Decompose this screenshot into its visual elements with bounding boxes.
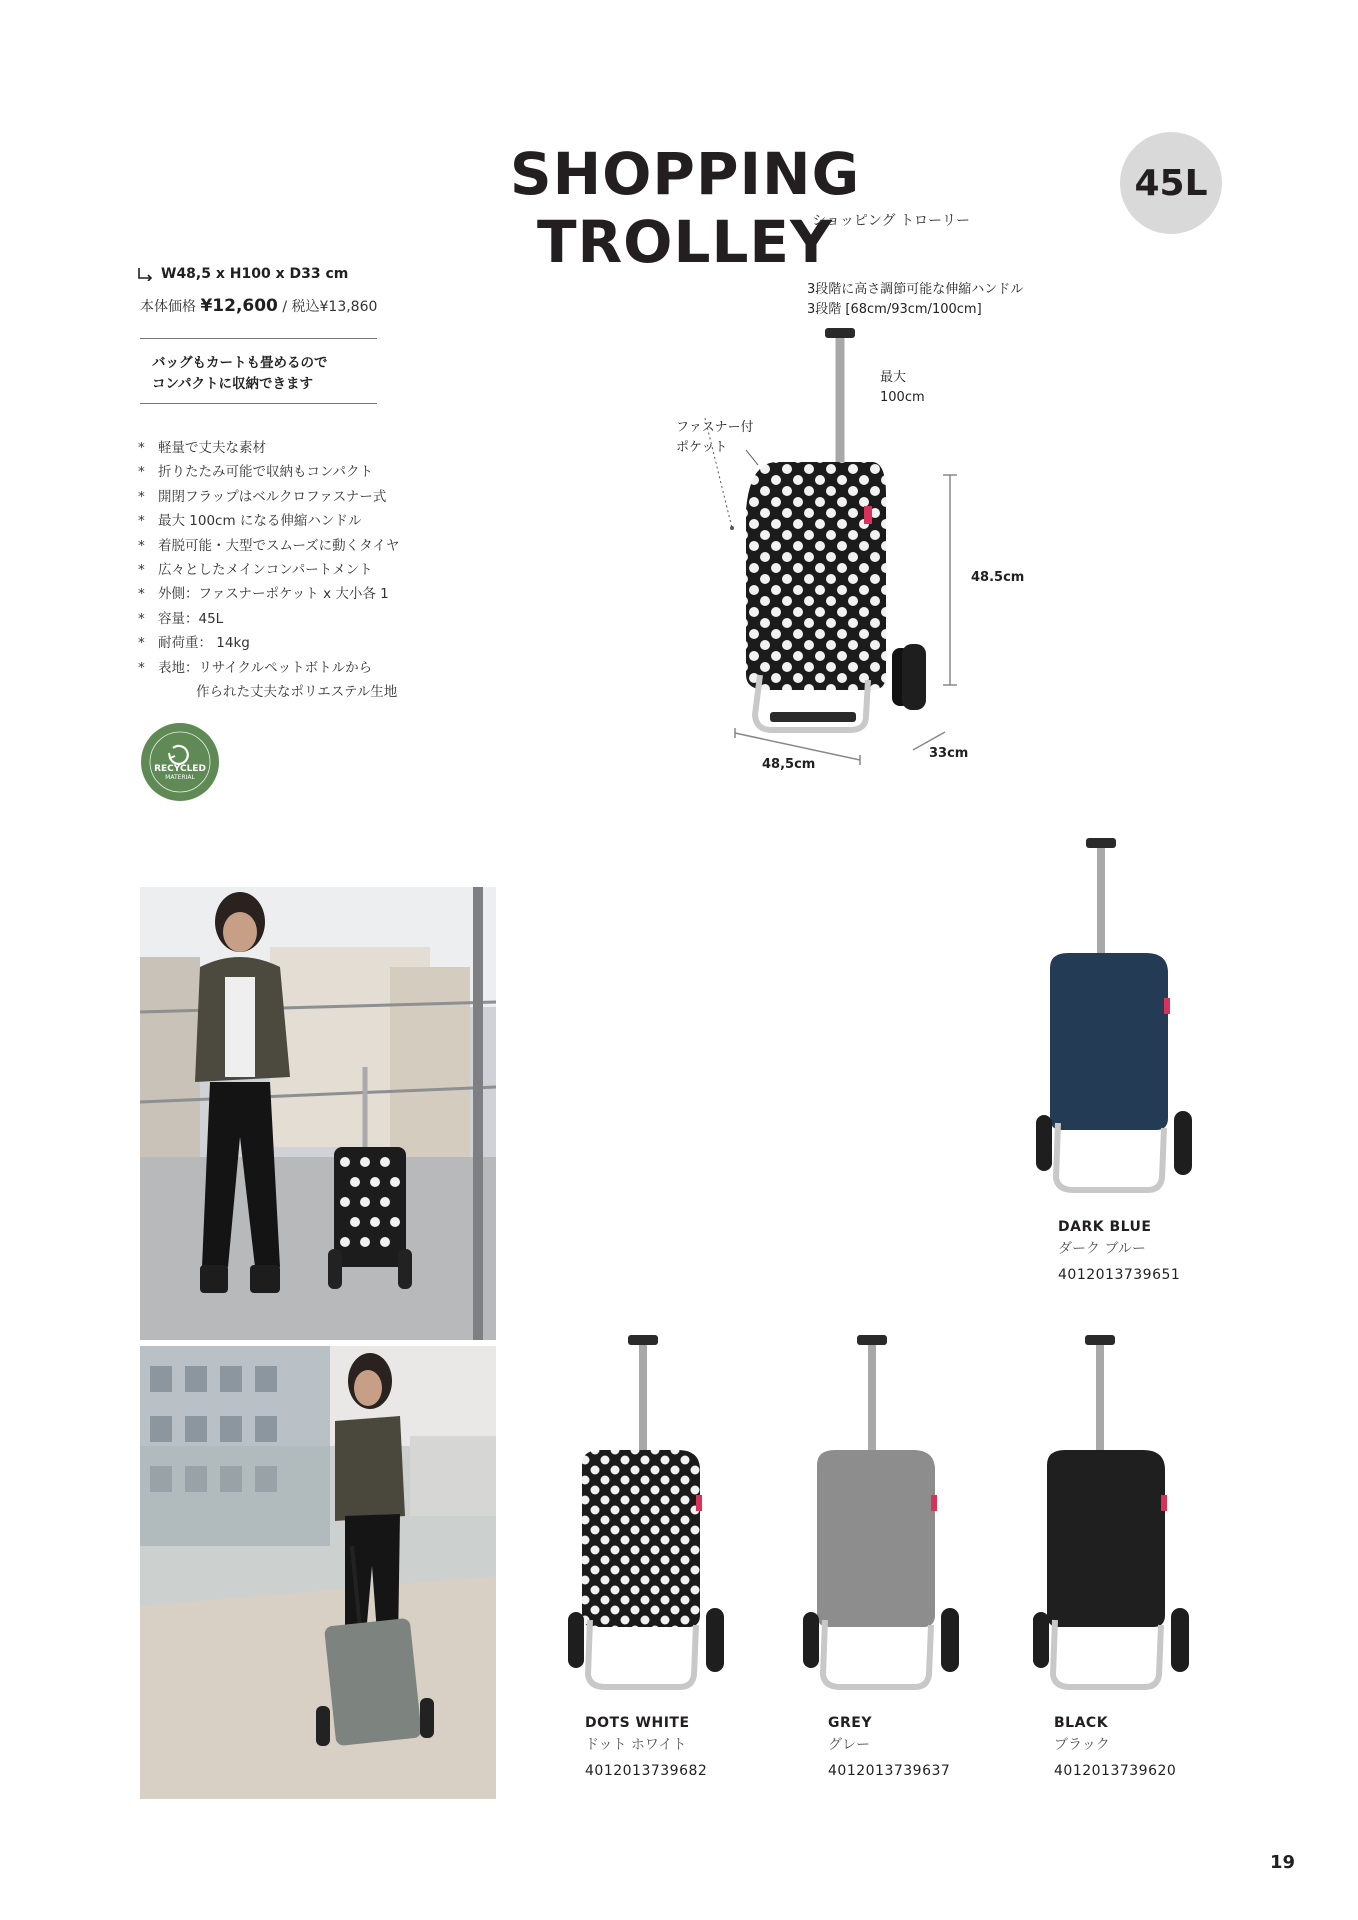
price-value: ¥12,600 (200, 296, 278, 316)
storage-note-line1: バッグもカートも畳めるので (152, 355, 328, 371)
trolley-dots-white-icon (560, 1335, 730, 1695)
variant-black (1054, 1712, 1176, 1782)
handle-label: 3段階に高さ調節可能な伸縮ハンドル 3段階 [68cm/93cm/100cm] (807, 282, 1024, 317)
feature-item: * 開閉フラップはベルクロファスナー式 (138, 488, 387, 505)
lifestyle-photo-terrace (140, 887, 496, 1340)
page-number: 19 (1270, 1852, 1296, 1873)
height-dimension-label: 48.5cm (971, 570, 1025, 585)
recycled-material-seal-icon (140, 722, 220, 802)
pocket-label: ファスナー付 ポケット (676, 420, 754, 455)
variant-product-image-grey (795, 1335, 965, 1699)
feature-item: * 容量：45L (138, 610, 224, 627)
capacity-badge: 45L (1120, 132, 1222, 234)
feature-item: * 耐荷重： 14kg (138, 635, 250, 652)
variant-jan-code: 4012013739682 (585, 1763, 708, 1779)
variant-jan-code: 4012013739637 (828, 1763, 951, 1779)
feature-list (138, 436, 399, 704)
divider-bottom (140, 403, 377, 404)
variant-name-jp: ドット ホワイト (585, 1737, 687, 1753)
feature-item: * 表地：リサイクルペットボトルから (138, 659, 373, 676)
max-height-label: 最大 100cm (880, 370, 925, 405)
variant-name-en: DARK BLUE (1058, 1219, 1152, 1235)
feature-item: * 最大 100cm になる伸縮ハンドル (138, 513, 362, 530)
variant-product-image-black (1025, 1335, 1195, 1699)
page-subtitle: ショッピング トローリー (812, 213, 970, 229)
feature-item: * 外側：ファスナーポケット x 大小各 1 (138, 586, 389, 603)
dimensions-text: W48,5 x H100 x D33 cm (161, 266, 349, 282)
variant-product-image-dark-blue (1028, 838, 1198, 1202)
variant-jan-code: 4012013739651 (1058, 1267, 1181, 1283)
divider-top (140, 338, 377, 339)
variant-jan-code: 4012013739620 (1054, 1763, 1177, 1779)
variant-name-jp: グレー (828, 1737, 870, 1753)
variant-product-image-dots-white (560, 1335, 730, 1699)
lifestyle-photo-walkway (140, 1346, 496, 1799)
variant-dark-blue (1058, 1216, 1180, 1286)
price-row (140, 296, 377, 316)
width-dimension-label: 48,5cm (762, 757, 816, 772)
variant-dots-white (585, 1712, 707, 1782)
variant-name-en: DOTS WHITE (585, 1715, 690, 1731)
dimension-arrow-icon (137, 267, 153, 281)
feature-item: * 折りたたみ可能で収納もコンパクト (138, 464, 374, 481)
price-separator: / (282, 299, 288, 315)
variant-grey (828, 1712, 950, 1782)
trolley-dark-blue-icon (1028, 838, 1198, 1198)
feature-item: * 広々としたメインコンパートメント (138, 562, 373, 579)
feature-item: * 軽量で丈夫な素材 (138, 440, 266, 456)
price-label: 本体価格 (140, 299, 196, 315)
svg-text:RECYCLED: RECYCLED (154, 764, 206, 774)
variant-name-en: BLACK (1054, 1715, 1109, 1731)
svg-text:MATERIAL: MATERIAL (165, 774, 195, 781)
feature-item: * 着脱可能・大型でスムーズに動くタイヤ (138, 537, 400, 554)
page-title: SHOPPING TROLLEY (509, 140, 861, 276)
variant-name-jp: ブラック (1054, 1737, 1110, 1753)
variant-name-en: GREY (828, 1715, 872, 1731)
trolley-grey-icon (795, 1335, 965, 1695)
price-tax-included: 税込¥13,860 (291, 299, 378, 315)
variant-name-jp: ダーク ブルー (1058, 1241, 1146, 1257)
storage-note (152, 353, 328, 395)
feature-item-continuation: 作られた丈夫なポリエステル生地 (196, 684, 398, 701)
storage-note-line2: コンパクトに収納できます (152, 376, 314, 392)
trolley-black-icon (1025, 1335, 1195, 1695)
trolley-diagram (660, 320, 980, 770)
dimensions-row (137, 266, 348, 282)
depth-dimension-label: 33cm (929, 746, 969, 761)
